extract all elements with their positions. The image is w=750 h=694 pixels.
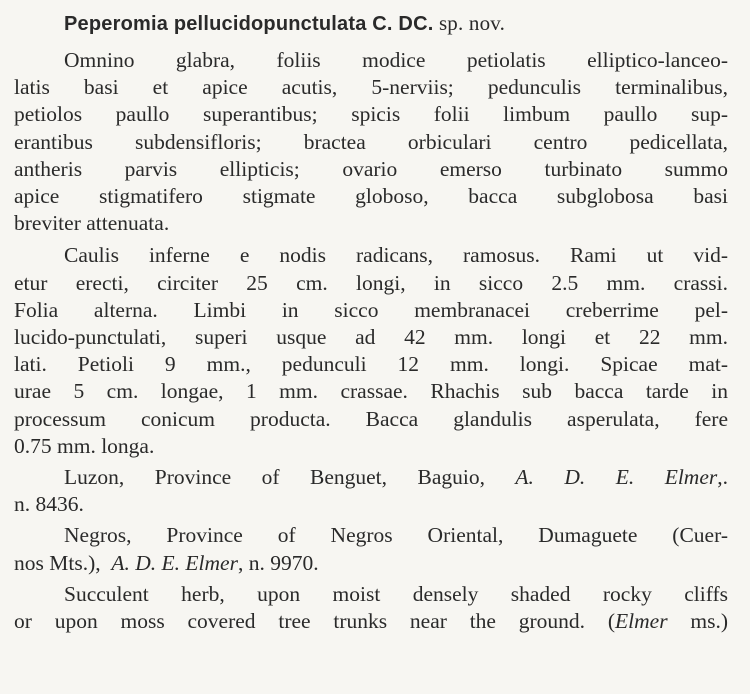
diagnosis-line: Omnino glabra, foliis modice petiolatis elliptico-lanceo- bbox=[64, 48, 728, 72]
description-line: lucido-punctulati, superi usque ad 42 mm. longi et 22 mm. bbox=[14, 325, 728, 350]
habitat-line: Succulent herb, upon moist densely shaded rocky cliffs bbox=[64, 581, 728, 606]
specimen-locality: Negros, Province of Negros Oriental, Dumaguete (Cuer- bbox=[64, 523, 728, 548]
diagnosis-line: latis basi et apice acutis, 5-nerviis; pedunculis terminalibus, bbox=[14, 75, 728, 100]
description-line: 0.75 mm. longa. bbox=[14, 433, 155, 458]
species-name: Peperomia pellucidopunctulata C. DC. bbox=[64, 13, 434, 35]
specimen-collector: A. D. E. Elmer bbox=[515, 465, 718, 490]
habitat-source-suffix: ms.) bbox=[667, 609, 728, 634]
habitat-note bbox=[14, 581, 728, 635]
habitat-text: or upon moss covered tree trunks near the ground. ( bbox=[14, 609, 616, 634]
specimen-locality-cont: nos Mts.), bbox=[14, 550, 101, 575]
diagnosis-line: erantibus subdensifloris; bractea orbiculari centro pedicellata, bbox=[14, 129, 728, 154]
description-line: processum conicum producta. Bacca glandulis asperulata, fere bbox=[14, 406, 728, 431]
specimen-collector: A. D. E. Elmer bbox=[111, 550, 238, 575]
species-status: sp. nov. bbox=[438, 11, 506, 35]
specimen-locality: Luzon, Province of Benguet, Baguio, bbox=[64, 465, 485, 490]
specimen-citation-negros bbox=[14, 522, 728, 576]
specimen-citation-luzon bbox=[14, 464, 728, 518]
diagnosis-line: petiolos paullo superantibus; spicis folii limbum paullo sup- bbox=[14, 102, 728, 127]
diagnosis-line: antheris parvis ellipticis; ovario emerso turbinato summo bbox=[14, 156, 728, 181]
description-line: Caulis inferne e nodis radicans, ramosus. Rami ut vid- bbox=[64, 243, 728, 268]
specimen-line bbox=[14, 464, 728, 491]
diagnosis-line: breviter attenuata. bbox=[14, 211, 170, 236]
description-line: lati. Petioli 9 mm., pedunculi 12 mm. longi. Spicae mat- bbox=[14, 352, 728, 377]
description-line: Folia alterna. Limbi in sicco membranacei creberrime pel- bbox=[14, 297, 728, 322]
habitat-source: Elmer bbox=[615, 609, 668, 634]
species-title bbox=[14, 6, 728, 41]
specimen-number: , n. 9970. bbox=[237, 550, 319, 575]
specimen-number: n. 8436. bbox=[14, 492, 84, 517]
description-line: etur erecti, circiter 25 cm. longi, in sicco 2.5 mm. crassi. bbox=[14, 270, 728, 295]
specimen-line bbox=[14, 550, 728, 577]
latin-description bbox=[14, 242, 728, 460]
diagnosis-line: apice stigmatifero stigmate globoso, bacca subglobosa basi bbox=[14, 184, 728, 209]
description-line: urae 5 cm. longae, 1 mm. crassae. Rhachis sub bacca tarde in bbox=[14, 379, 728, 404]
habitat-line bbox=[14, 608, 728, 635]
latin-diagnosis bbox=[14, 47, 728, 237]
specimen-punctuation: ,. bbox=[717, 465, 728, 490]
